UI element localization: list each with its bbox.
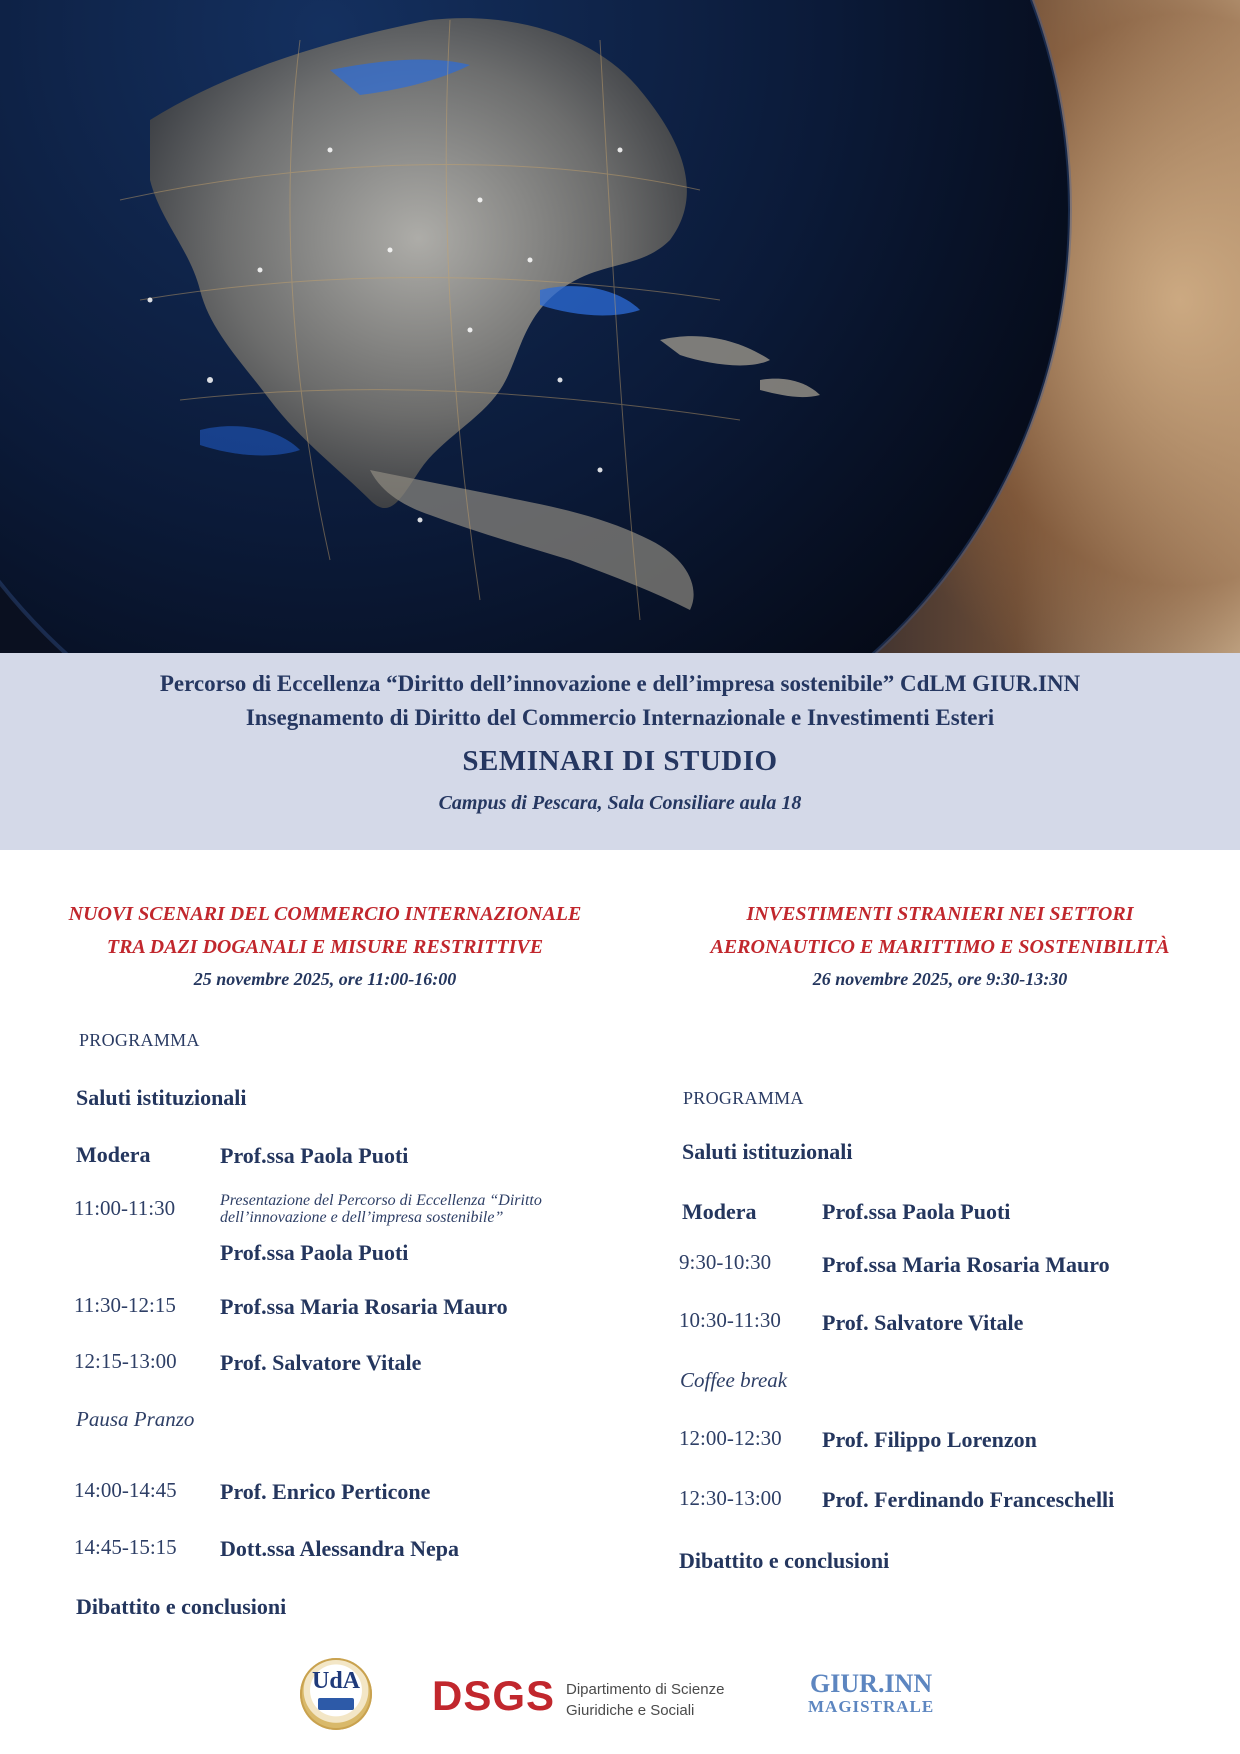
seminar2-break: Coffee break (680, 1368, 788, 1392)
seminar2-slot3-time: 12:00-12:30 (679, 1426, 782, 1450)
department-name (566, 1679, 724, 1721)
seminar1-closing: Dibattito e conclusioni (76, 1594, 287, 1619)
seminar1-slot4-time: 14:00-14:45 (74, 1478, 177, 1502)
seminar2-title-line1: INVESTIMENTI STRANIERI NEI SETTORI (746, 903, 1134, 925)
seminar1-slot3-time: 12:15-13:00 (74, 1349, 177, 1373)
seminar2-slot3-speaker: Prof. Filippo Lorenzon (822, 1427, 1037, 1452)
seminar1-slot2-speaker: Prof.ssa Maria Rosaria Mauro (220, 1294, 508, 1319)
location: Campus di Pescara, Sala Consiliare aula 18 (438, 792, 802, 814)
seminar2-slot2-time: 10:30-11:30 (679, 1308, 781, 1332)
uda-logo-text: UdA (311, 1668, 360, 1694)
program-title: Percorso di Eccellenza “Diritto dell’innovazione e dell’impresa sostenibile” CdLM GIUR.INN (159, 671, 1081, 696)
seminar1-moderator: Prof.ssa Paola Puoti (220, 1143, 409, 1168)
seminar2-slot4-speaker: Prof. Ferdinando Franceschelli (822, 1487, 1115, 1512)
seminar1-title-line1: NUOVI SCENARI DEL COMMERCIO INTERNAZIONALE (68, 903, 582, 925)
seminar2-moderator-label: Modera (682, 1199, 757, 1224)
seminar1-title-line2: TRA DAZI DOGANALI E MISURE RESTRITTIVE (106, 936, 544, 958)
seminar1-greetings: Saluti istituzionali (76, 1085, 247, 1110)
seminar2-moderator: Prof.ssa Paola Puoti (822, 1199, 1011, 1224)
seminar2-title-line2: AERONAUTICO E MARITTIMO E SOSTENIBILITÀ (710, 936, 1170, 958)
seminar1-break: Pausa Pranzo (76, 1407, 195, 1431)
seminar1-program-label: PROGRAMMA (79, 1030, 200, 1050)
giur-inn-logo-line2: MAGISTRALE (808, 1697, 935, 1716)
course-title: Insegnamento di Diritto del Commercio Internazionale e Investimenti Esteri (245, 705, 995, 730)
seminar1-slot2-time: 11:30-12:15 (74, 1293, 176, 1317)
seminar1-date: 25 novembre 2025, ore 11:00-16:00 (193, 969, 457, 989)
page-title: SEMINARI DI STUDIO (462, 745, 778, 777)
seminar2-slot4-time: 12:30-13:00 (679, 1486, 782, 1510)
giur-inn-logo-line1: GIUR.INN (810, 1669, 933, 1698)
department-line1: Dipartimento di Scienze (566, 1681, 725, 1698)
department-line2: Giuridiche e Sociali (566, 1702, 695, 1719)
seminar2-greetings: Saluti istituzionali (682, 1139, 853, 1164)
seminar1-slot5-speaker: Dott.ssa Alessandra Nepa (220, 1536, 459, 1561)
header-band (0, 653, 1240, 850)
seminar1-slot1-time: 11:00-11:30 (74, 1196, 176, 1220)
seminar1-slot4-speaker: Prof. Enrico Perticone (220, 1479, 431, 1504)
seminar2-date: 26 novembre 2025, ore 9:30-13:30 (812, 969, 1068, 989)
giur-inn-logo (808, 1670, 934, 1717)
seminar1-slot3-speaker: Prof. Salvatore Vitale (220, 1350, 422, 1375)
seminar1-slot1-description: Presentazione del Percorso di Eccellenza “Diritto dell’innovazione e dell’impresa sostenibile” (220, 1192, 542, 1226)
dsgs-logo: DSGS (432, 1672, 556, 1719)
seminar1-moderator-label: Modera (76, 1142, 151, 1167)
uda-logo-bar-icon (318, 1698, 354, 1710)
globe-illustration (0, 0, 1240, 653)
seminar1-slot1-speaker: Prof.ssa Paola Puoti (220, 1240, 409, 1265)
seminar2-slot1-speaker: Prof.ssa Maria Rosaria Mauro (822, 1252, 1110, 1277)
seminar1-heading (30, 898, 620, 994)
seminar2-program-label: PROGRAMMA (683, 1088, 804, 1108)
seminar2-slot2-speaker: Prof. Salvatore Vitale (822, 1310, 1024, 1335)
seminar2-slot1-time: 9:30-10:30 (679, 1250, 772, 1274)
hero-globe-photo (0, 0, 1240, 653)
seminar2-heading (660, 898, 1220, 994)
seminar1-slot5-time: 14:45-15:15 (74, 1535, 177, 1559)
uda-logo (300, 1658, 372, 1730)
seminar2-closing: Dibattito e conclusioni (679, 1548, 890, 1573)
